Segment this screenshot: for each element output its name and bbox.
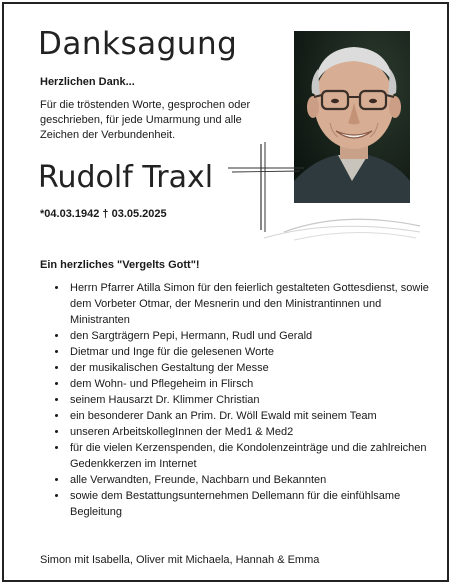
list-item: • alle Verwandten, Freunde, Nachbarn und Bekannten [68, 472, 444, 488]
list-item: • den Sargträgern Pepi, Hermann, Rudl und Gerald [68, 328, 444, 344]
deceased-name: Rudolf Traxl [38, 160, 214, 195]
list-item: • der musikalischen Gestaltung der Messe [68, 360, 444, 376]
cross-icon [224, 140, 424, 250]
list-item: • seinem Hausarzt Dr. Klimmer Christian [68, 392, 444, 408]
list-item: • dem Wohn- und Pflegeheim in Flirsch [68, 376, 444, 392]
birth-date: *04.03.1942 [40, 208, 100, 220]
list-item: • unseren ArbeitskollegInnen der Med1 & Med2 [68, 424, 444, 440]
page-title: Danksagung [38, 26, 238, 62]
list-item: • sowie dem Bestattungsunternehmen Dellemann für die einfühlsame Begleitung [68, 488, 444, 520]
subheading: Herzlichen Dank... [40, 76, 135, 88]
thanks-list [40, 280, 444, 520]
death-date: † 03.05.2025 [102, 208, 167, 220]
obituary-card [2, 2, 449, 582]
intro-text: Für die tröstenden Worte, gesprochen oder geschrieben, für jede Umarmung und alle Zeichen der Verbundenheit. [40, 99, 251, 141]
list-item: • ein besonderer Dank an Prim. Dr. Wöll Ewald mit seinem Team [68, 408, 444, 424]
signature-line: Simon mit Isabella, Oliver mit Michaela, Hannah & Emma [40, 554, 320, 566]
thanks-title: Ein herzliches "Vergelts Gott"! [40, 259, 200, 271]
list-item: • Herrn Pfarrer Atilla Simon für den feierlich gestalteten Gottesdienst, sowie dem Vorbeter Otmar, der Mesnerin und den Ministrantinnen und Ministranten [68, 280, 444, 328]
list-item: • für die vielen Kerzenspenden, die Kondolenzeinträge und die zahlreichen Gedenkkerzen im Internet [68, 440, 444, 472]
life-dates [40, 208, 167, 220]
list-item: • Dietmar und Inge für die gelesenen Worte [68, 344, 444, 360]
